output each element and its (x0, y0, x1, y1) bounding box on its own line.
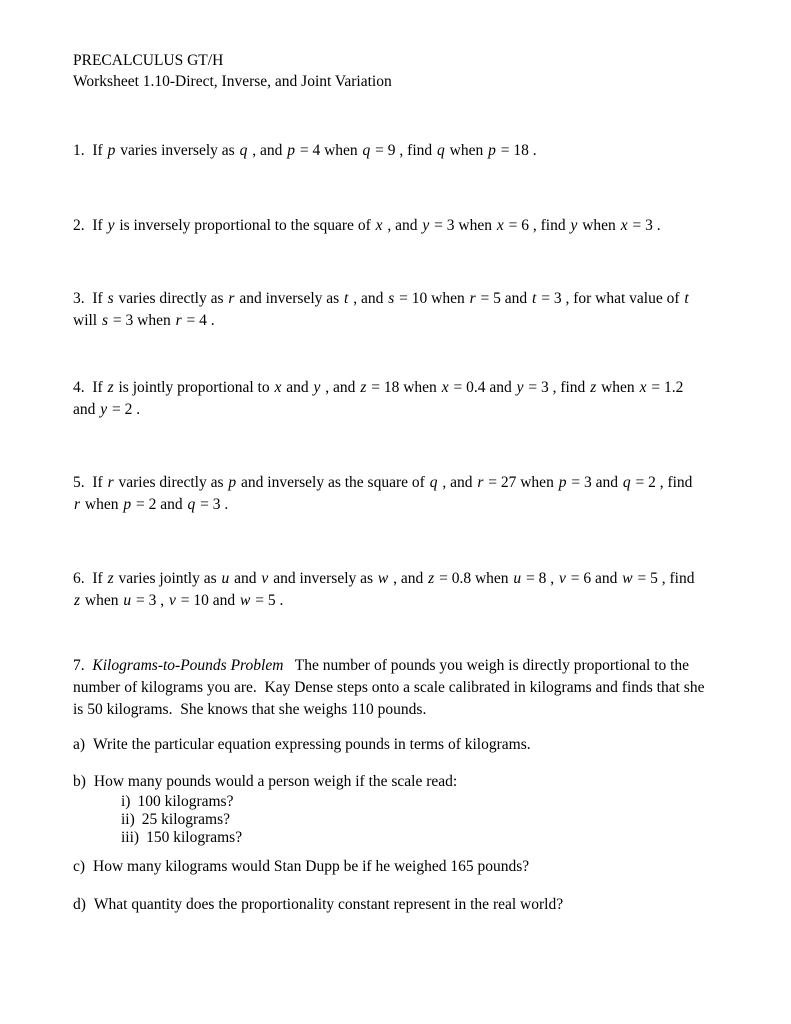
part-text: Write the particular equation expressing pounds in terms of kilograms. (93, 736, 531, 753)
math-variable: t (684, 290, 689, 307)
text-run: = 3 , for what value of (537, 290, 684, 307)
text-run: and inversely as (269, 570, 377, 587)
italic-title: Kilograms-to-Pounds Problem (92, 657, 284, 674)
math-variable: q (429, 474, 438, 491)
problem-2 (73, 215, 751, 237)
text-run: = 6 and (566, 570, 622, 587)
math-variable: z (360, 379, 367, 396)
text-run: when (597, 379, 639, 396)
math-variable: x (375, 217, 383, 234)
text-run: when (445, 142, 488, 159)
part-label: b) (73, 773, 86, 790)
problem-list (73, 140, 751, 721)
text-run: , and (383, 217, 422, 234)
text-run: = 10 and (176, 592, 240, 609)
subitem-text: 100 kilograms? (137, 793, 234, 810)
text-run: = 2 , find (631, 474, 693, 491)
text-run: is jointly proportional to (114, 379, 274, 396)
worksheet-header (73, 50, 751, 92)
problem-5-line (73, 472, 751, 494)
problem-4 (73, 377, 751, 421)
text-run: varies directly as (114, 474, 228, 491)
part-label: a) (73, 736, 86, 753)
subitem-label: iii) (121, 829, 140, 846)
math-variable: r (107, 474, 114, 491)
text-run: varies jointly as (114, 570, 221, 587)
text-run: = 18 . (496, 142, 537, 159)
text-run: 7. (73, 657, 93, 674)
text-run: , and (438, 474, 477, 491)
math-variable: x (441, 379, 449, 396)
problem-4-line (73, 399, 751, 421)
part-text: What quantity does the proportionality constant represent in the real world? (93, 896, 564, 913)
math-variable: q (187, 496, 196, 513)
math-variable: y (516, 379, 524, 396)
text-run: = 2 and (132, 496, 187, 513)
part-text: How many kilograms would Stan Dupp be if he weighed 165 pounds? (93, 858, 530, 875)
text-run: = 5 . (251, 592, 284, 609)
problem-3-line (73, 288, 751, 310)
text-run: and inversely as the square of (237, 474, 429, 491)
text-run: 6. If (73, 570, 107, 587)
text-run: = 9 , find (371, 142, 437, 159)
math-variable: z (107, 379, 114, 396)
math-variable: t (344, 290, 349, 307)
text-run: = 4 when (295, 142, 362, 159)
text-run: = 3 and (567, 474, 622, 491)
math-variable: r (175, 312, 182, 329)
math-variable: u (221, 570, 230, 587)
math-variable: x (496, 217, 504, 234)
text-run: = 5 , find (633, 570, 695, 587)
math-variable: r (469, 290, 476, 307)
part-b (73, 771, 751, 847)
subitem-ii (121, 811, 751, 829)
math-variable: y (422, 217, 430, 234)
problem-2-line (73, 215, 751, 237)
math-variable: r (74, 496, 81, 513)
text-run: varies inversely as (116, 142, 239, 159)
math-variable: v (261, 570, 269, 587)
text-run: 2. If (73, 217, 107, 234)
text-run: varies directly as (114, 290, 228, 307)
text-run: , and (389, 570, 428, 587)
text-run: is inversely proportional to the square of (115, 217, 375, 234)
problem-5-line (73, 494, 751, 516)
math-variable: p (488, 142, 496, 159)
subitem-iii (121, 829, 751, 847)
math-variable: t (532, 290, 537, 307)
math-variable: s (388, 290, 395, 307)
problem-7-line (73, 655, 751, 677)
text-run: is 50 kilograms. She knows that she weighs 110 pounds. (73, 701, 427, 718)
text-run: = 3 when (109, 312, 175, 329)
part-label: c) (73, 858, 86, 875)
problem-6 (73, 568, 751, 612)
text-run: = 18 when (367, 379, 441, 396)
problem-4-line (73, 377, 751, 399)
math-variable: v (559, 570, 566, 587)
text-run: = 3 , find (524, 379, 590, 396)
math-variable: u (123, 592, 132, 609)
part-a (73, 734, 751, 756)
subitem-text: 150 kilograms? (146, 829, 243, 846)
subitem-text: 25 kilograms? (141, 811, 231, 828)
text-run: 4. If (73, 379, 107, 396)
math-variable: y (107, 217, 115, 234)
problem-7-line (73, 677, 751, 699)
problem-1 (73, 140, 751, 162)
text-run: = 0.8 when (435, 570, 513, 587)
math-variable: q (362, 142, 371, 159)
problem-1-line (73, 140, 751, 162)
text-run: and (230, 570, 261, 587)
text-run: 1. If (73, 142, 107, 159)
math-variable: p (107, 142, 116, 159)
text-run: = 4 . (182, 312, 215, 329)
math-variable: z (590, 379, 597, 396)
text-run: = 3 , (132, 592, 168, 609)
parts-list (73, 734, 751, 916)
text-run: = 1.2 (647, 379, 684, 396)
math-variable: x (620, 217, 628, 234)
subitem-i (121, 793, 751, 811)
text-run: and inversely as (235, 290, 344, 307)
problem-3 (73, 288, 751, 332)
math-variable: z (107, 570, 114, 587)
math-variable: s (102, 312, 109, 329)
text-run: , and (248, 142, 287, 159)
subitem-label: ii) (121, 811, 135, 828)
text-run: , and (321, 379, 360, 396)
math-variable: q (437, 142, 445, 159)
math-variable: s (107, 290, 114, 307)
math-variable: q (622, 474, 631, 491)
math-variable: y (100, 401, 108, 418)
text-run: = 3 . (628, 217, 661, 234)
text-run: = 5 and (476, 290, 532, 307)
math-variable: v (169, 592, 176, 609)
text-run: when (578, 217, 620, 234)
problem-6-line (73, 568, 751, 590)
text-run: 5. If (73, 474, 107, 491)
part-subitems (73, 793, 751, 847)
text-run: = 3 when (430, 217, 496, 234)
text-run: = 0.4 and (449, 379, 516, 396)
text-run: = 3 . (196, 496, 229, 513)
math-variable: x (639, 379, 647, 396)
part-d (73, 894, 751, 916)
math-variable: p (287, 142, 295, 159)
text-run: = 10 when (395, 290, 469, 307)
math-variable: p (228, 474, 237, 491)
subitem-label: i) (121, 793, 131, 810)
text-run: = 27 when (484, 474, 558, 491)
text-run: when (81, 496, 123, 513)
math-variable: z (74, 592, 81, 609)
text-run: when (81, 592, 123, 609)
math-variable: y (313, 379, 321, 396)
problem-6-line (73, 590, 751, 612)
math-variable: r (477, 474, 484, 491)
math-variable: r (228, 290, 235, 307)
part-text: How many pounds would a person weigh if the scale read: (93, 773, 458, 790)
math-variable: y (570, 217, 578, 234)
text-run: = 6 , find (504, 217, 570, 234)
text-run: , and (349, 290, 388, 307)
math-variable: x (274, 379, 282, 396)
part-label: d) (73, 896, 86, 913)
math-variable: u (513, 570, 522, 587)
part-c (73, 856, 751, 878)
math-variable: p (558, 474, 567, 491)
math-variable: w (377, 570, 389, 587)
worksheet-title: Worksheet 1.10-Direct, Inverse, and Joint Variation (73, 73, 392, 90)
math-variable: w (240, 592, 251, 609)
text-run: number of kilograms you are. Kay Dense steps onto a scale calibrated in kilograms and finds that she (73, 679, 705, 696)
text-run: = 8 , (522, 570, 559, 587)
math-variable: w (622, 570, 633, 587)
text-run: The number of pounds you weigh is directly proportional to the (283, 657, 690, 674)
text-run: and (282, 379, 313, 396)
text-run: will (73, 312, 101, 329)
problem-7-line (73, 699, 751, 721)
math-variable: p (123, 496, 132, 513)
problem-3-line (73, 310, 751, 332)
text-run: and (73, 401, 100, 418)
problem-5 (73, 472, 751, 516)
problem-7 (73, 655, 751, 721)
math-variable: q (239, 142, 248, 159)
text-run: = 2 . (108, 401, 141, 418)
course-title: PRECALCULUS GT/H (73, 52, 224, 69)
math-variable: z (428, 570, 435, 587)
text-run: 3. If (73, 290, 107, 307)
